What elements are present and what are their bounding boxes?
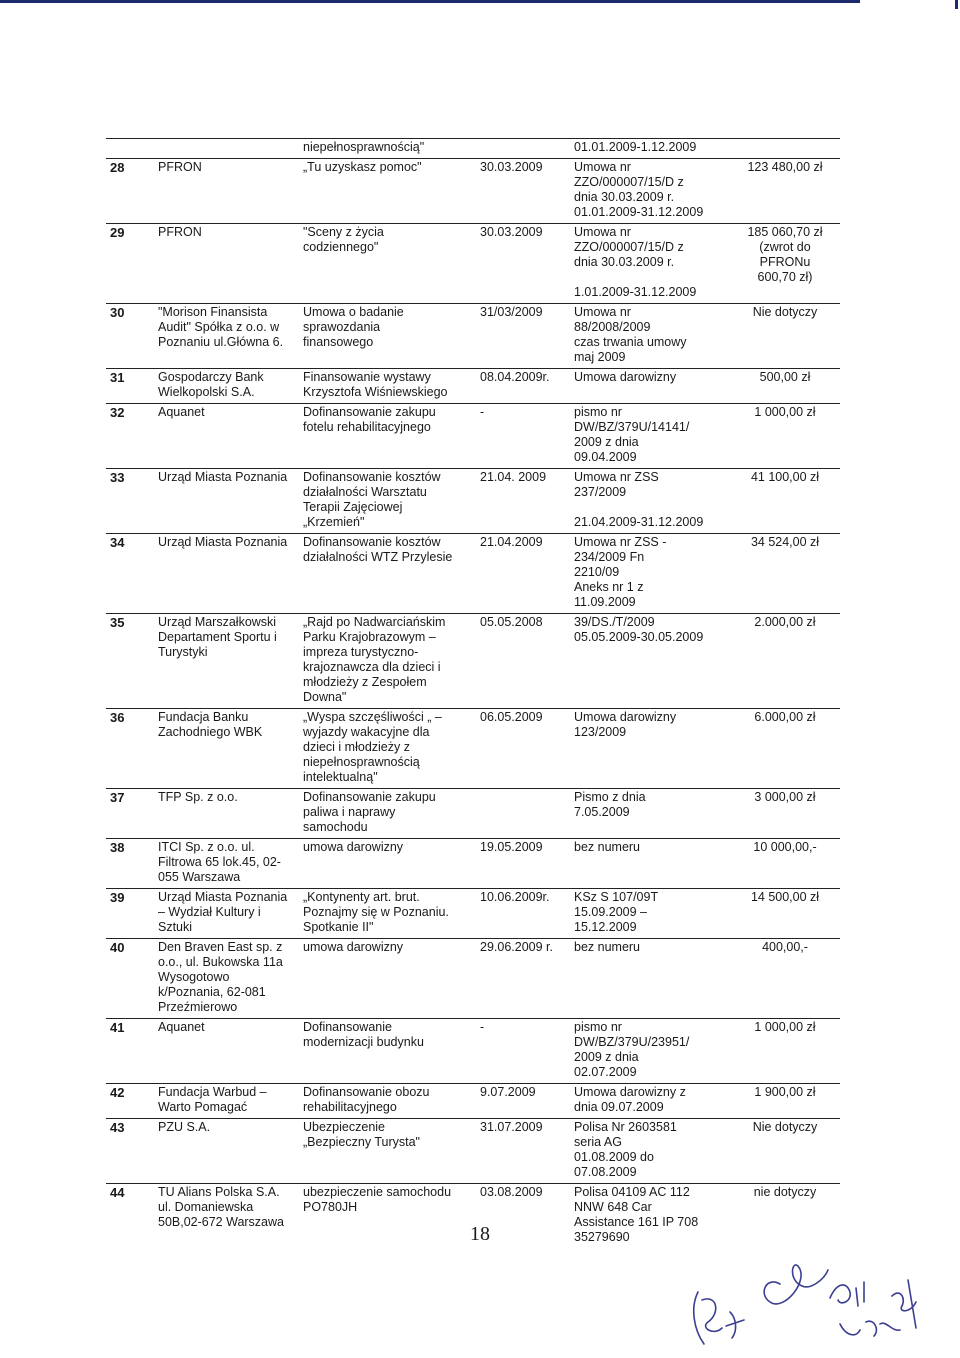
row-agreement: 39/DS./T/2009 05.05.2009-30.05.2009 [570, 614, 730, 709]
row-title: Dofinansowanie kosztów działalności WTZ Przylesie [299, 534, 476, 614]
row-amount: 6.000,00 zł [730, 709, 840, 789]
row-number: 30 [106, 304, 154, 369]
row-agreement: Umowa nr ZSS 237/2009 21.04.2009-31.12.2009 [570, 469, 730, 534]
row-number: 32 [106, 404, 154, 469]
row-number: 38 [106, 839, 154, 889]
table-row [106, 1119, 840, 1184]
row-number: 34 [106, 534, 154, 614]
row-amount: Nie dotyczy [730, 1119, 840, 1184]
row-donor: Urząd Miasta Poznania – Wydział Kultury i Sztuki [154, 889, 299, 939]
table-row [106, 304, 840, 369]
top-edge-mark [955, 0, 958, 9]
donations-table [106, 138, 840, 1248]
row-title: umowa darowizny [299, 939, 476, 1019]
row-date: 08.04.2009r. [476, 369, 570, 404]
row-agreement: Umowa nr ZZO/000007/15/D z dnia 30.03.2009 r. 01.01.2009-31.12.2009 [570, 159, 730, 224]
row-number: 42 [106, 1084, 154, 1119]
row-date: 9.07.2009 [476, 1084, 570, 1119]
row-date: 30.03.2009 [476, 224, 570, 304]
row-title: Dofinansowanie kosztów działalności Warsztatu Terapii Zajęciowej „Krzemień" [299, 469, 476, 534]
row-title: umowa darowizny [299, 839, 476, 889]
row-date: 30.03.2009 [476, 159, 570, 224]
row-agreement: KSz S 107/09T 15.09.2009 – 15.12.2009 [570, 889, 730, 939]
row-donor: Urząd Miasta Poznania [154, 534, 299, 614]
row-amount: 10 000,00,- [730, 839, 840, 889]
row-amount: 123 480,00 zł [730, 159, 840, 224]
table-row [106, 224, 840, 304]
row-donor: "Morison Finansista Audit" Spółka z o.o. w Poznaniu ul.Główna 6. [154, 304, 299, 369]
row-agreement: Polisa 04109 AC 112 NNW 648 Car Assistance 161 IP 708 35279690 [570, 1184, 730, 1249]
row-amount: 1 000,00 zł [730, 404, 840, 469]
row-amount: nie dotyczy [730, 1184, 840, 1249]
row-agreement: bez numeru [570, 939, 730, 1019]
table-row [106, 1019, 840, 1084]
row-amount: 41 100,00 zł [730, 469, 840, 534]
table-row [106, 1084, 840, 1119]
row-donor: Urząd Miasta Poznania [154, 469, 299, 534]
row-date: - [476, 1019, 570, 1084]
row-date: 10.06.2009r. [476, 889, 570, 939]
row-amount: 34 524,00 zł [730, 534, 840, 614]
row-donor: PFRON [154, 159, 299, 224]
table-row [106, 709, 840, 789]
row-amount: 2.000,00 zł [730, 614, 840, 709]
row-number: 36 [106, 709, 154, 789]
row-title: „Rajd po Nadwarciańskim Parku Krajobrazowym – impreza turystyczno- krajoznawcza dla dzieci i młodzieży z Zespołem Downa" [299, 614, 476, 709]
row-agreement: Umowa nr ZSS - 234/2009 Fn 2210/09 Aneks nr 1 z 11.09.2009 [570, 534, 730, 614]
row-amount: 1 000,00 zł [730, 1019, 840, 1084]
row-donor: TU Alians Polska S.A. ul. Domaniewska 50B,02-672 Warszawa [154, 1184, 299, 1249]
row-amount: Nie dotyczy [730, 304, 840, 369]
row-title: Umowa o badanie sprawozdania finansowego [299, 304, 476, 369]
table-row [106, 369, 840, 404]
row-date [476, 789, 570, 839]
table-row [106, 614, 840, 709]
row-number: 35 [106, 614, 154, 709]
row-title: „Wyspa szczęśliwości „ – wyjazdy wakacyjne dla dzieci i młodzieży z niepełnosprawnością intelektualną" [299, 709, 476, 789]
row-number: 33 [106, 469, 154, 534]
row-date: 29.06.2009 r. [476, 939, 570, 1019]
row-amount: 14 500,00 zł [730, 889, 840, 939]
row-title: ubezpieczenie samochodu PO780JH [299, 1184, 476, 1249]
row-date: 21.04. 2009 [476, 469, 570, 534]
row-donor: Den Braven East sp. z o.o., ul. Bukowska 11a Wysogotowo k/Poznania, 62-081 Przeźmierowo [154, 939, 299, 1019]
page-number: 18 [470, 1223, 490, 1245]
row-title: Dofinansowanie obozu rehabilitacyjnego [299, 1084, 476, 1119]
row-donor: Urząd Marszałkowski Departament Sportu i Turystyki [154, 614, 299, 709]
continued-title: niepełnosprawnością" [299, 139, 476, 159]
row-number: 28 [106, 159, 154, 224]
row-number: 44 [106, 1184, 154, 1249]
continued-agreement: 01.01.2009-1.12.2009 [570, 139, 730, 159]
row-title: „Tu uzyskasz pomoc" [299, 159, 476, 224]
table-row [106, 404, 840, 469]
row-agreement: Umowa nr 88/2008/2009 czas trwania umowy maj 2009 [570, 304, 730, 369]
row-number: 31 [106, 369, 154, 404]
row-donor: Fundacja Banku Zachodniego WBK [154, 709, 299, 789]
row-amount: 185 060,70 zł (zwrot do PFRONu 600,70 zł) [730, 224, 840, 304]
table-row [106, 839, 840, 889]
row-title: „Kontynenty art. brut. Poznajmy się w Poznaniu. Spotkanie II" [299, 889, 476, 939]
row-donor: PZU S.A. [154, 1119, 299, 1184]
table-row-continued [106, 139, 840, 159]
row-number: 41 [106, 1019, 154, 1084]
row-date: 19.05.2009 [476, 839, 570, 889]
row-amount: 500,00 zł [730, 369, 840, 404]
row-title: Dofinansowanie modernizacji budynku [299, 1019, 476, 1084]
row-amount: 3 000,00 zł [730, 789, 840, 839]
table-row [106, 889, 840, 939]
row-title: Finansowanie wystawy Krzysztofa Wiśniewskiego [299, 369, 476, 404]
row-agreement: pismo nr DW/BZ/379U/14141/ 2009 z dnia 09.04.2009 [570, 404, 730, 469]
row-donor: Aquanet [154, 1019, 299, 1084]
top-edge-line [0, 0, 860, 3]
table-row [106, 939, 840, 1019]
row-agreement: Polisa Nr 2603581 seria AG 01.08.2009 do 07.08.2009 [570, 1119, 730, 1184]
row-number: 40 [106, 939, 154, 1019]
row-title: Dofinansowanie zakupu fotelu rehabilitacyjnego [299, 404, 476, 469]
row-donor: ITCI Sp. z o.o. ul. Filtrowa 65 lok.45, 02- 055 Warszawa [154, 839, 299, 889]
row-date: - [476, 404, 570, 469]
table-body [106, 139, 840, 1249]
row-number: 39 [106, 889, 154, 939]
row-donor: PFRON [154, 224, 299, 304]
row-title: "Sceny z życia codziennego" [299, 224, 476, 304]
table-row [106, 469, 840, 534]
row-donor: Aquanet [154, 404, 299, 469]
row-title: Ubezpieczenie „Bezpieczny Turysta" [299, 1119, 476, 1184]
row-date: 05.05.2008 [476, 614, 570, 709]
row-amount: 400,00,- [730, 939, 840, 1019]
row-number: 29 [106, 224, 154, 304]
handwritten-signatures [660, 1240, 940, 1350]
row-agreement: bez numeru [570, 839, 730, 889]
row-agreement: Umowa nr ZZO/000007/15/D z dnia 30.03.2009 r. 1.01.2009-31.12.2009 [570, 224, 730, 304]
row-number: 37 [106, 789, 154, 839]
row-number: 43 [106, 1119, 154, 1184]
row-agreement: Umowa darowizny z dnia 09.07.2009 [570, 1084, 730, 1119]
row-donor: TFP Sp. z o.o. [154, 789, 299, 839]
row-amount: 1 900,00 zł [730, 1084, 840, 1119]
row-date: 31.07.2009 [476, 1119, 570, 1184]
row-donor: Fundacja Warbud – Warto Pomagać [154, 1084, 299, 1119]
row-title: Dofinansowanie zakupu paliwa i naprawy samochodu [299, 789, 476, 839]
row-agreement: Pismo z dnia 7.05.2009 [570, 789, 730, 839]
row-date: 21.04.2009 [476, 534, 570, 614]
table-row [106, 159, 840, 224]
row-date: 03.08.2009 [476, 1184, 570, 1249]
row-date: 06.05.2009 [476, 709, 570, 789]
row-donor: Gospodarczy Bank Wielkopolski S.A. [154, 369, 299, 404]
table-row [106, 534, 840, 614]
row-agreement: pismo nr DW/BZ/379U/23951/ 2009 z dnia 02.07.2009 [570, 1019, 730, 1084]
table-row [106, 789, 840, 839]
row-agreement: Umowa darowizny 123/2009 [570, 709, 730, 789]
row-agreement: Umowa darowizny [570, 369, 730, 404]
row-date: 31/03/2009 [476, 304, 570, 369]
